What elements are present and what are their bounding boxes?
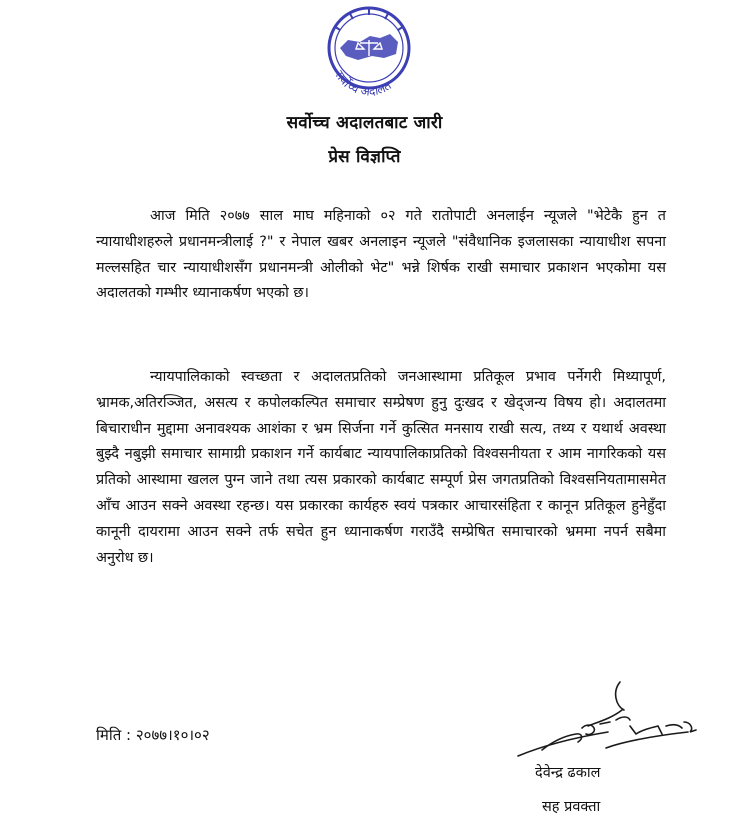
supreme-court-seal: [318, 4, 420, 108]
issue-date: मिति : २०७७।१०।०२: [96, 726, 210, 744]
paragraph-2: न्यायपालिकाको स्वच्छता र अदालतप्रतिको जनआस्थामा प्रतिकूल प्रभाव पर्नेगरी मिथ्यापूर्ण, भ्रामक,अतिरञ्जित, असत्य र कपोलकल्पित समाचार सम्प्रेषण हुनु दुःखद र खेद्जन्य विषय हो। अदालतमा बिचाराधीन मुद्दामा अनावश्यक आशंका र भ्रम सिर्जना गर्ने कुत्सित मनसाय राखी सत्य, तथ्य र यथार्थ अवस्था बुझ्दै नबुझी समाचार सामाग्री प्रकाशन गर्ने कार्यबाट न्यायपालिकाप्रतिको विश्वसनीयता र आम नागरिकको यस प्रतिको आस्थामा खलल पुग्न जाने तथा त्यस प्रकारको कार्यबाट सम्पूर्ण प्रेस जगतप्रतिको विश्वसनियतामासमेत आँच आउन सक्ने अवस्था रहन्छ। यस प्रकारका कार्यहरु स्वयं पत्रकार आचारसंहिता र कानून प्रतिकूल हुनेहुँदा कानूनी दायरामा आउन सक्ने तर्फ सचेत हुन ध्यानाकर्षण गराउँदै सम्प्रेषित समाचारको भ्रममा नपर्न सबैमा अनुरोध छ।: [96, 369, 666, 566]
svg-text:सर्वोच्च अदालत: [332, 68, 395, 99]
signatory-name: देवेन्द्र ढकाल: [535, 765, 601, 781]
paragraph-1: आज मिति २०७७ साल माघ महिनाको ०२ गते रातोपाटी अनलाईन न्यूजले "भेटेकै हुन त न्यायाधीशहरुले प्रधानमन्त्रीलाई ?" र नेपाल खबर अनलाइन न्यूजले "संवैधानिक इजलासका न्यायाधीश सपना मल्लसहित चार न्यायाधीशसँग प्रधानमन्त्री ओलीको भेट" भन्ने शिर्षक राखी समाचार प्रकाशन भएकोमा यस अदालतको गम्भीर ध्यानाकर्षण भएको छ।: [96, 208, 666, 302]
handwritten-signature: [512, 676, 702, 758]
signatory-role: सह प्रवक्ता: [542, 799, 601, 815]
document-subtitle: प्रेस विज्ञप्ति: [328, 147, 401, 167]
document-title: सर्वोच्च अदालतबाट जारी: [286, 113, 443, 133]
seal-text: सर्वोच्च अदालत: [331, 68, 394, 99]
